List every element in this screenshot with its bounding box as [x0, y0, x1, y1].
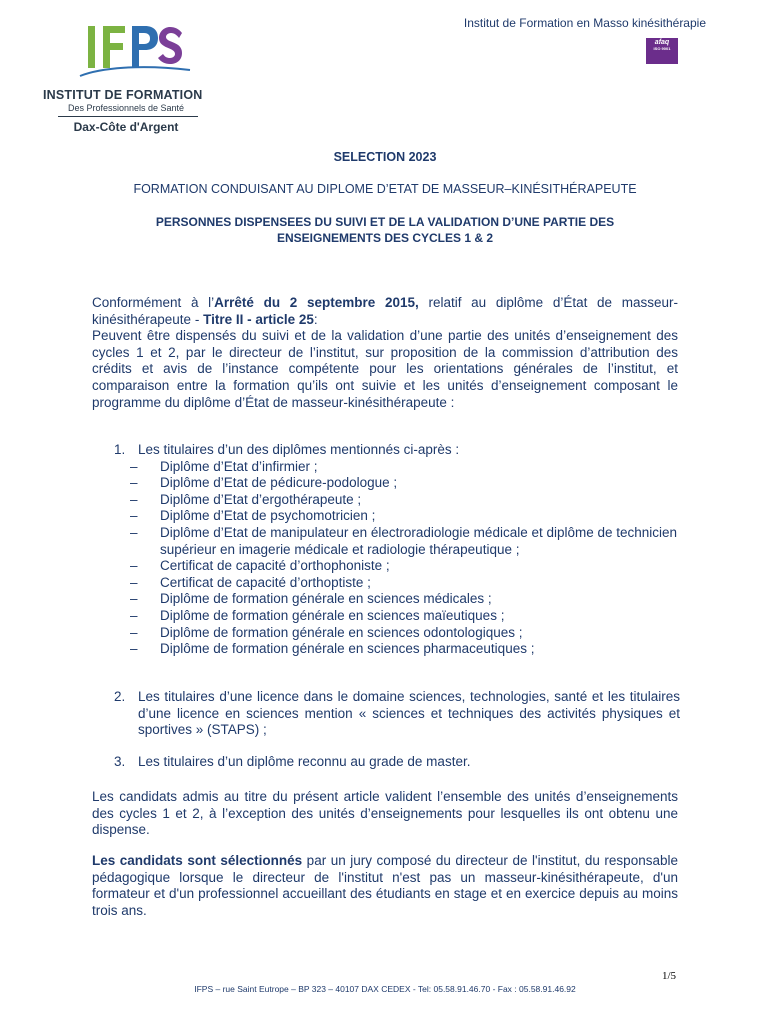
list-item: – Diplôme de formation générale en sciences pharmaceutiques ; [130, 641, 680, 658]
list-item: – Diplôme de formation générale en sciences odontologiques ; [130, 625, 680, 642]
afaq-label: afaq [654, 39, 670, 46]
intro-text-2: relatif au diplôme d’État de masseur-kinésithérapeute - [92, 295, 678, 327]
list-item: – Diplôme d’Etat de pédicure-podologue ; [130, 475, 680, 492]
list-item-1 [114, 442, 680, 658]
ifps-logo-mark [40, 18, 212, 74]
afaq-sub: ISO 9001 [653, 46, 671, 51]
list-number: 3. [114, 754, 126, 769]
dispensed-persons-title: PERSONNES DISPENSEES DU SUIVI ET DE LA VALIDATION D’UNE PARTIE DES ENSEIGNEMENTS DES CYCLES 1 & 2 [155, 215, 615, 245]
jury-paragraph-text: par un jury composé du directeur de l'institut, du responsable pédagogique lorsque le directeur de l'institut n'est pas un masseur-kinésithérapeute, d'un formateur et d'un professionnel accueillant des étudiants en stage et en exercice depuis au moins trois ans. [92, 853, 678, 918]
intro-text-1: Conformément à l’ [92, 295, 215, 310]
candidates-validation-paragraph: Les candidats admis au titre du présent article valident l’ensemble des unités d’enseignements des cycles 1 et 2, à l’exception des unités d’enseignements pour lesquelles ils ont obtenu une dispense. [92, 789, 678, 838]
logo-divider [58, 116, 198, 117]
logo-institut-text: INSTITUT DE FORMATION [43, 88, 203, 102]
intro-text-3: : [313, 311, 318, 327]
selection-title: SELECTION 2023 [333, 150, 437, 164]
list-item: – Diplôme d’Etat d’ergothérapeute ; [130, 492, 680, 509]
logo-city: Dax-Côte d'Argent [73, 120, 179, 134]
footer-address: IFPS – rue Saint Eutrope – BP 323 – 40107 DAX CEDEX - Tel: 05.58.91.46.70 - Fax : 05.58.91.46.92 [194, 984, 576, 994]
page-number: 1/5 [662, 970, 677, 982]
jury-paragraph-bold: Les candidats sont sélectionnés [92, 853, 303, 868]
list-item: – Diplôme d’Etat d’infirmier ; [130, 459, 680, 476]
list-item: – Diplôme de formation générale en sciences maïeutiques ; [130, 608, 680, 625]
list-item: – Diplôme d’Etat de manipulateur en électroradiologie médicale et diplôme de technicien supérieur en imagerie médicale et radiologie thérapeutique ; [130, 525, 680, 558]
list-item-text: Les titulaires d’une licence dans le domaine sciences, technologies, santé et les titulaires d’une licence en sciences mention « sciences et techniques des activités physiques et sportives » (STAPS) ; [138, 689, 680, 738]
titre-article-reference: Titre II - article 25 [203, 311, 314, 327]
diploma-list [130, 459, 680, 658]
list-item: – Certificat de capacité d’orthophoniste ; [130, 558, 680, 575]
list-number: 2. [114, 689, 126, 704]
list-item-text: Les titulaires d’un des diplômes mentionnés ci-après : [138, 442, 460, 457]
list-number: 1. [114, 442, 126, 457]
list-item-2 [114, 689, 680, 739]
afaq-certification-badge [646, 38, 678, 64]
list-item: – Diplôme de formation générale en sciences médicales ; [130, 591, 680, 608]
arrete-reference: Arrêté du 2 septembre 2015, [214, 295, 419, 310]
ifps-logo [40, 18, 212, 134]
formation-title: FORMATION CONDUISANT AU DIPLOME D’ETAT DE MASSEUR–KINÉSITHÉRAPEUTE [133, 182, 637, 196]
list-item-text: Les titulaires d’un diplôme reconnu au grade de master. [138, 754, 471, 769]
logo-subtitle: Des Professionnels de Santé [67, 103, 185, 113]
jury-paragraph [92, 853, 678, 919]
list-item: – Certificat de capacité d’orthoptiste ; [130, 575, 680, 592]
list-item: – Diplôme d’Etat de psychomotricien ; [130, 508, 680, 525]
intro-text-4: Peuvent être dispensés du suivi et de la validation d’une partie des unités d’enseignement des cycles 1 et 2, par le directeur de l’institut, sur proposition de la commission d’attribution des crédits et avis de l’instance compétente pour les orientations générales de l’institut, et comparaison entre la formation qu’ils ont suivie et les unités d’enseignement composant le programme du diplôme d’État de masseur-kinésithérapeute : [92, 328, 678, 410]
institute-name: Institut de Formation en Masso kinésithérapie [463, 16, 706, 30]
list-item-3 [114, 754, 680, 771]
intro-paragraph [92, 295, 678, 411]
